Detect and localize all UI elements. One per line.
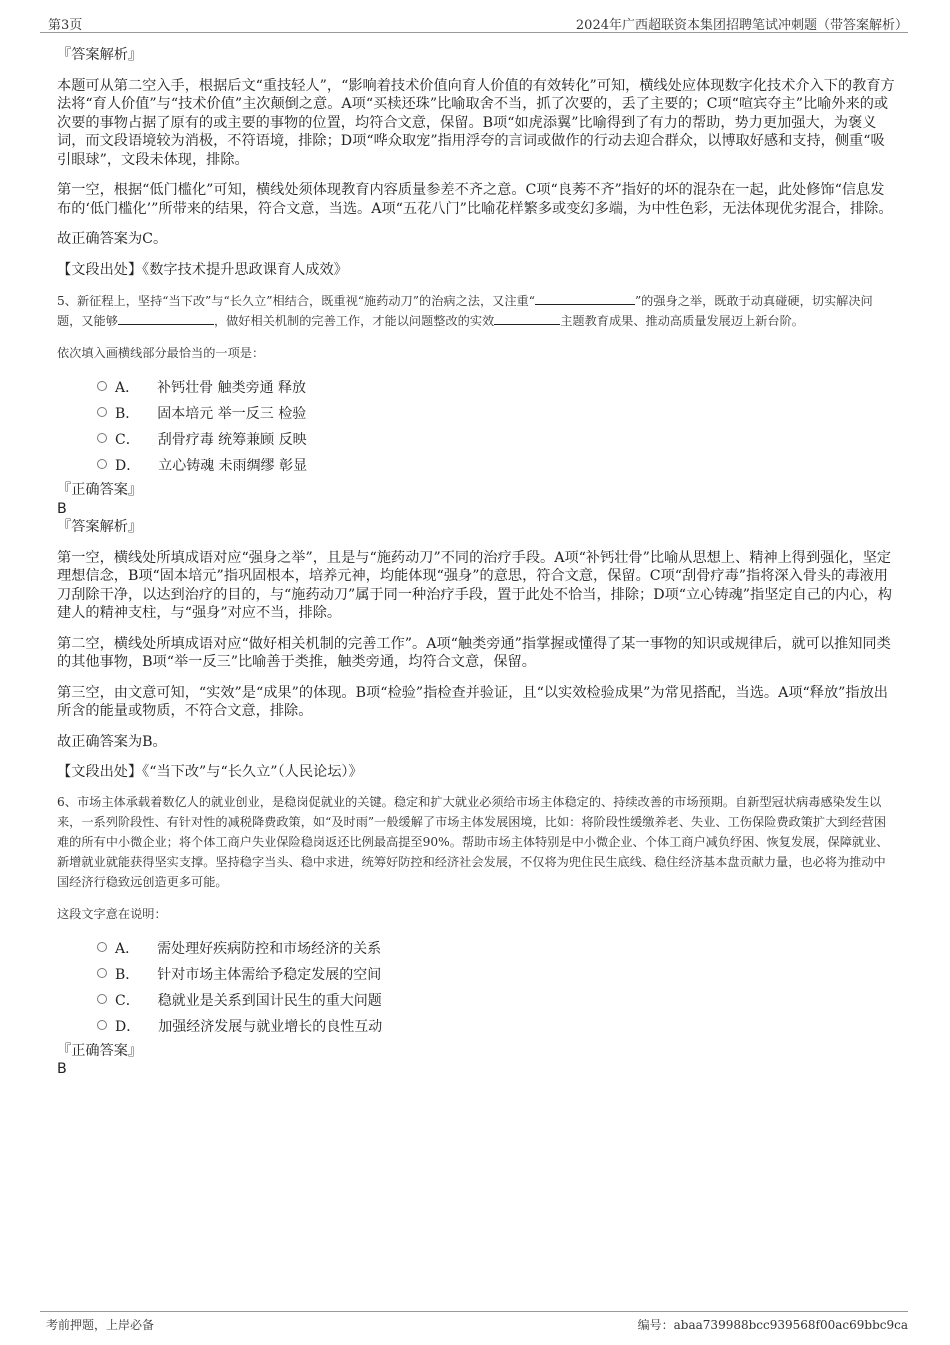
q5-option-a[interactable]: A． 补钙壮骨 触类旁通 释放 <box>97 377 896 403</box>
q5-blank-3 <box>494 312 560 325</box>
q4-conclusion: 故正确答案为C。 <box>57 231 168 247</box>
q5-answer-label: 『正确答案』 <box>57 482 143 498</box>
q4-analysis-p2: 第一空，根据“低门槛化”可知，横线处须体现教育内容质量参差不齐之意。C项“良莠不齐”指好的坏的混杂在一起，此处修饰“信息发布的‘低门槛化’”所带来的结果，符合文意，当选。A项“五花八门”比喻花样繁多或变幻多端，为中性色彩，无法体现优劣混合，排除。 <box>57 182 893 217</box>
q5-analysis-p3: 第三空，由文意可知，“实效”是“成果”的体现。B项“检验”指检查并验证，且“以实效检验成果”为常见搭配，当选。A项“释放”指放出所含的能量或物质，不符合文意，排除。 <box>57 684 888 719</box>
q4-analysis-p1: 本题可从第二空入手，根据后文“重技轻人”，“影响着技术价值向育人价值的有效转化”可知，横线处应体现数字化技术介入下的教育方法将“育人价值”与“技术价值”主次颠倒之意。A项“买椟还珠”比喻取舍不当，抓了次要的，丢了主要的；C项“喧宾夺主”比喻外来的或次要的事物占据了原有的或主要的事物的位置，均符合文意，保留。B项“如虎添翼”比喻得到了有力的帮助，势力更加强大，为褒义词，而文段语境较为消极，不符语境，排除；D项“哗众取宠”指用浮夸的言词或做作的行动去迎合群众，以博取好感和支持，侧重“吸引眼球”，文段未体现，排除。 <box>57 77 895 168</box>
q5-analysis-p2: 第二空，横线处所填成语对应“做好相关机制的完善工作”。A项“触类旁通”指掌握或懂得了某一事物的知识或规律后，就可以推知同类的其他事物，B项“举一反三”比喻善于类推，触类旁通，均符合文意，保留。 <box>57 635 891 670</box>
radio-icon[interactable] <box>97 407 107 417</box>
q6-option-b[interactable]: B． 针对市场主体需给予稳定发展的空间 <box>97 964 896 990</box>
q5-option-c[interactable]: C． 刮骨疗毒 统筹兼顾 反映 <box>97 429 896 455</box>
q5-stem: 5、新征程上，坚持“当下改”与“长久立”相结合，既重视“施药动刀”的治病之法，又注重“ ”的强身之举，既敢于动真碰硬，切实解决问题，又能够 ，做好相关机制的完善工作，才能以问题整改的实效 主题教育成果、推动高质量发展迈上新台阶。 <box>57 294 873 328</box>
footer-slogan: 考前押题，上岸必备 <box>46 1318 155 1332</box>
page-number: 第3页 <box>48 18 83 33</box>
q5-answer: B <box>57 500 67 517</box>
q5-source: 【文段出处】《“当下改”与“长久立”（人民论坛）》 <box>57 764 363 780</box>
q6-prompt: 这段文字意在说明： <box>57 906 167 921</box>
q6-option-d[interactable]: D． 加强经济发展与就业增长的良性互动 <box>97 1016 896 1042</box>
page-header <box>40 10 908 33</box>
q6-option-a[interactable]: A． 需处理好疾病防控和市场经济的关系 <box>97 938 896 964</box>
q6-option-c[interactable]: C． 稳就业是关系到国计民生的重大问题 <box>97 990 896 1016</box>
q5-option-b[interactable]: B． 固本培元 举一反三 检验 <box>97 403 896 429</box>
q5-analysis-p1: 第一空，横线处所填成语对应“强身之举”，且是与“施药动刀”不同的治疗手段。A项“补钙壮骨”比喻从思想上、精神上得到强化，坚定理想信念，B项“固本培元”指巩固根本，培养元神，均能体现“强身”的意思，符合文意，保留。C项“刮骨疗毒”指将深入骨头的毒液用刀刮除干净，以达到治疗的目的，与“施药动刀”属于同一种治疗手段，置于此处不恰当，排除；D项“立心铸魂”指坚定自己的内心，构建人的精神支柱，与“强身”对应不当，排除。 <box>57 549 892 621</box>
radio-icon[interactable] <box>97 459 107 469</box>
radio-icon[interactable] <box>97 433 107 443</box>
q4-source: 【文段出处】《数字技术提升思政课育人成效》 <box>57 261 348 278</box>
footer-serial: 编号：abaa739988bcc939568f00ac69bbc9ca <box>637 1318 908 1332</box>
radio-icon[interactable] <box>97 1020 107 1030</box>
radio-icon[interactable] <box>97 942 107 952</box>
q6-answer-label: 『正确答案』 <box>57 1042 143 1059</box>
page-content <box>57 40 896 1079</box>
q5-blank-1 <box>535 292 635 305</box>
radio-icon[interactable] <box>97 381 107 391</box>
q4-analysis-label: 『答案解析』 <box>57 47 143 63</box>
document-title: 2024年广西超联资本集团招聘笔试冲刺题（带答案解析） <box>575 18 908 33</box>
q5-option-d[interactable]: D． 立心铸魂 未雨绸缪 彰显 <box>97 455 896 481</box>
q5-analysis-label: 『答案解析』 <box>57 519 143 535</box>
q5-conclusion: 故正确答案为B。 <box>57 733 167 750</box>
q6-options <box>57 938 896 1042</box>
q5-options <box>57 377 896 481</box>
q5-prompt: 依次填入画横线部分最恰当的一项是： <box>57 346 265 360</box>
radio-icon[interactable] <box>97 968 107 978</box>
radio-icon[interactable] <box>97 994 107 1004</box>
q6-stem: 6、市场主体承载着数亿人的就业创业，是稳岗促就业的关键。稳定和扩大就业必须给市场主体稳定的、持续改善的市场预期。自新型冠状病毒感染发生以来，一系列阶段性、有针对性的减税降费政策，如“及时雨”一般缓解了市场主体发展困境，比如：将阶段性缓缴养老、失业、工伤保险费政策扩大到经营困难的所有中小微企业；将个体工商户失业保险稳岗返还比例最高提至90%。帮助市场主体特别是中小微企业、个体工商户减负纾困、恢复发展，保障就业、新增就业就能获得坚实支撑。坚持稳字当头、稳中求进，统筹好防控和经济社会发展，不仅将为兜住民生底线、稳住经济基本盘贡献力量，也必将为推动中国经济行稳致远创造更多可能。 <box>57 794 889 889</box>
q6-answer: B <box>57 1061 67 1077</box>
page-footer <box>40 1311 908 1336</box>
q5-blank-2 <box>118 312 214 325</box>
